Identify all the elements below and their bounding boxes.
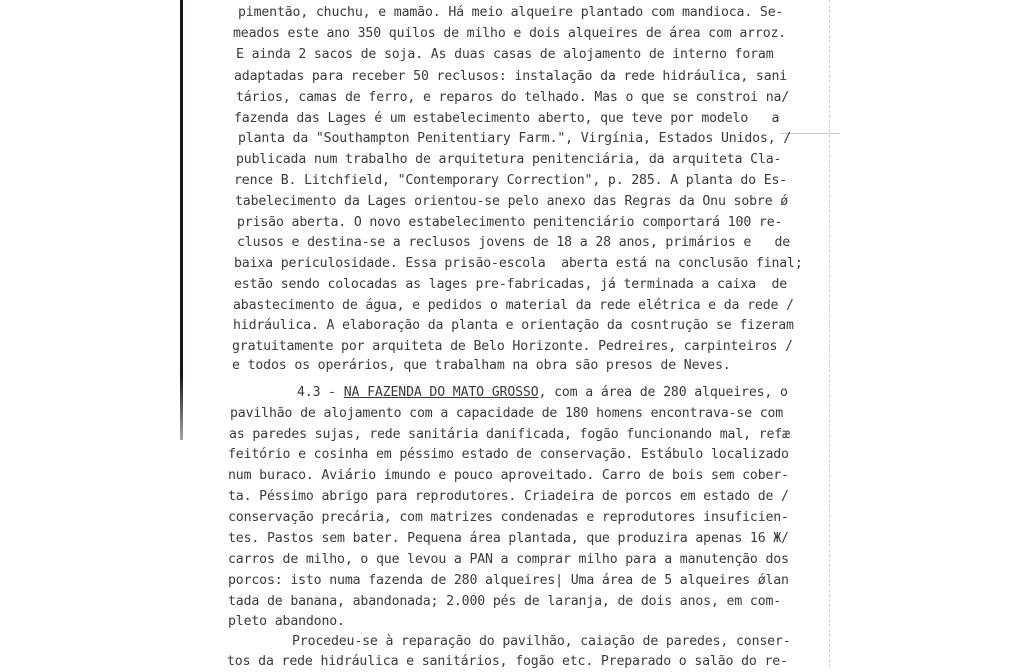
section-heading: NA FAZENDA DO MATO GROSSO xyxy=(343,385,539,400)
text-line: tes. Pastos sem bater. Pequena área plantada, que produzira apenas 16 Ж/ xyxy=(228,531,789,546)
section-heading-line xyxy=(297,383,788,403)
text-line: tos da rede hidráulica e sanitários, fogão etc. Preparado o salão do re- xyxy=(227,654,788,669)
text-line: tários, camas de ferro, e reparos do telhado. Mas o que se constroi na/ xyxy=(236,90,790,105)
text-line: as paredes sujas, rede sanitária danificada, fogão funcionando mal, refæ xyxy=(229,427,790,442)
text-line: Procedeu-se à reparação do pavilhão, caiação de paredes, conser- xyxy=(292,634,791,649)
text-line: fazenda das Lages é um estabelecimento aberto, que teve por modelo a xyxy=(234,111,780,126)
text-line: planta da "Southampton Penitentiary Farm.", Virgínia, Estados Unidos, / xyxy=(238,131,792,146)
text-line: e todos os operários, que trabalham na obra são presos de Neves. xyxy=(232,358,731,373)
text-line: estão sendo colocadas as lages pre-fabricadas, já terminada a caixa de xyxy=(234,277,788,292)
text-line: meados este ano 350 quilos de milho e dois alqueires de área com arroz. xyxy=(233,26,787,41)
text-line: prisão aberta. O novo estabelecimento penitenciário comportará 100 re- xyxy=(237,215,783,230)
text-line: tabelecimento da Lages orientou-se pelo anexo das Regras da Onu sobre ǿ xyxy=(235,194,789,209)
section-heading-rest: , com a área de 280 alqueires, o xyxy=(538,385,788,400)
typewritten-page xyxy=(227,0,830,669)
text-line: clusos e destina-se a reclusos jovens de 18 a 28 anos, primários e de xyxy=(237,235,791,250)
section-number: 4.3 - xyxy=(297,385,344,400)
text-line: hidráulica. A elaboração da planta e orientação da cosntrução se fizeram xyxy=(233,318,794,333)
text-line: pimentão, chuchu, e mamão. Há meio alqueire plantado com mandioca. Se- xyxy=(238,5,784,20)
text-line: rence B. Litchfield, "Contemporary Correction", p. 285. A planta do Es- xyxy=(234,173,788,188)
text-line: E ainda 2 sacos de soja. As duas casas de alojamento de interno foram xyxy=(236,47,774,62)
text-line: num buraco. Aviário imundo e pouco aproveitado. Carro de bois sem cober- xyxy=(228,468,789,483)
text-line: ta. Péssimo abrigo para reprodutores. Criadeira de porcos em estado de / xyxy=(228,489,789,504)
text-line: conservação precária, com matrizes condenadas e reprodutores insuficien- xyxy=(228,510,789,525)
text-line: pavilhão de alojamento com a capacidade de 180 homens encontrava-se com xyxy=(230,406,784,421)
text-line: gratuitamente por arquiteta de Belo Horizonte. Pedreires, carpinteiros / xyxy=(232,339,793,354)
text-line: pleto abandono. xyxy=(228,614,345,629)
text-line: abastecimento de água, e pedidos o material da rede elétrica e da rede / xyxy=(233,298,794,313)
text-line: publicada num trabalho de arquitetura penitenciária, da arquiteta Cla- xyxy=(236,152,782,167)
text-line: adaptadas para receber 50 reclusos: instalação da rede hidráulica, sani xyxy=(234,69,788,84)
scan-left-edge xyxy=(180,0,183,440)
text-line: porcos: isto numa fazenda de 280 alqueires| Uma área de 5 alqueires ǿlan xyxy=(228,573,789,588)
text-line: carros de milho, o que levou a PAN a comprar milho para a manutenção dos xyxy=(228,552,789,567)
text-line: feitório e cosinha em péssimo estado de conservação. Estábulo localizado xyxy=(228,447,789,462)
text-line: tada de banana, abandonada; 2.000 pés de laranja, de dois anos, em com- xyxy=(228,594,782,609)
text-line: baixa periculosidade. Essa prisão-escola aberta está na conclusão final; xyxy=(234,256,803,271)
